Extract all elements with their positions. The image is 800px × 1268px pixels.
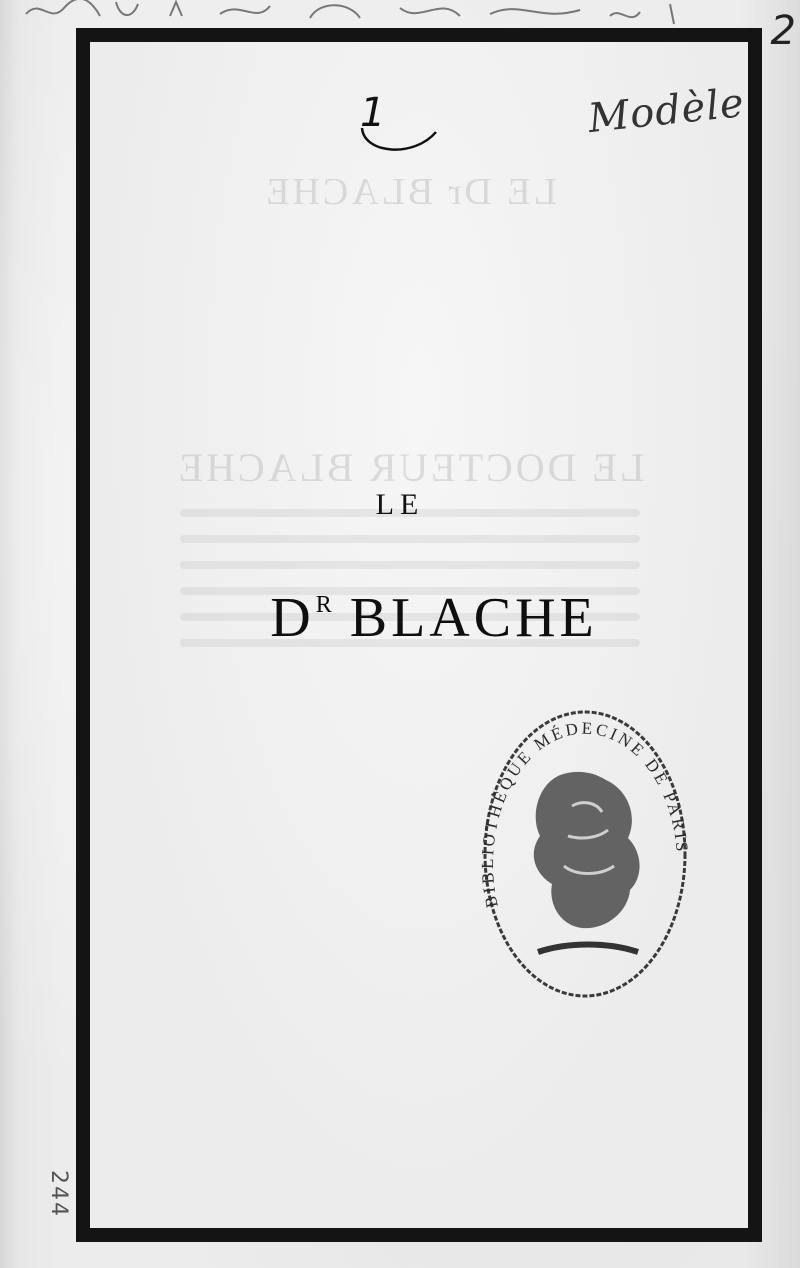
title-name — [0, 586, 800, 650]
stamp-text: BIBLIOTHÈQUE MÉDECINE DE PARIS — [478, 718, 692, 910]
folio-mark — [360, 90, 385, 136]
title-prefix-superscript: R — [315, 592, 332, 618]
title-surname: BLACHE — [349, 587, 598, 649]
handwritten-note: Modèle — [586, 79, 747, 143]
library-stamp-seal — [478, 706, 692, 1002]
title-prefix: D — [270, 587, 315, 649]
title-article: LE — [375, 488, 425, 521]
folio-number: 1 — [360, 90, 386, 136]
corner-number: 2 — [770, 8, 796, 54]
margin-pencil-note: 244 — [46, 1170, 71, 1218]
folio-circle-stroke — [354, 110, 444, 170]
